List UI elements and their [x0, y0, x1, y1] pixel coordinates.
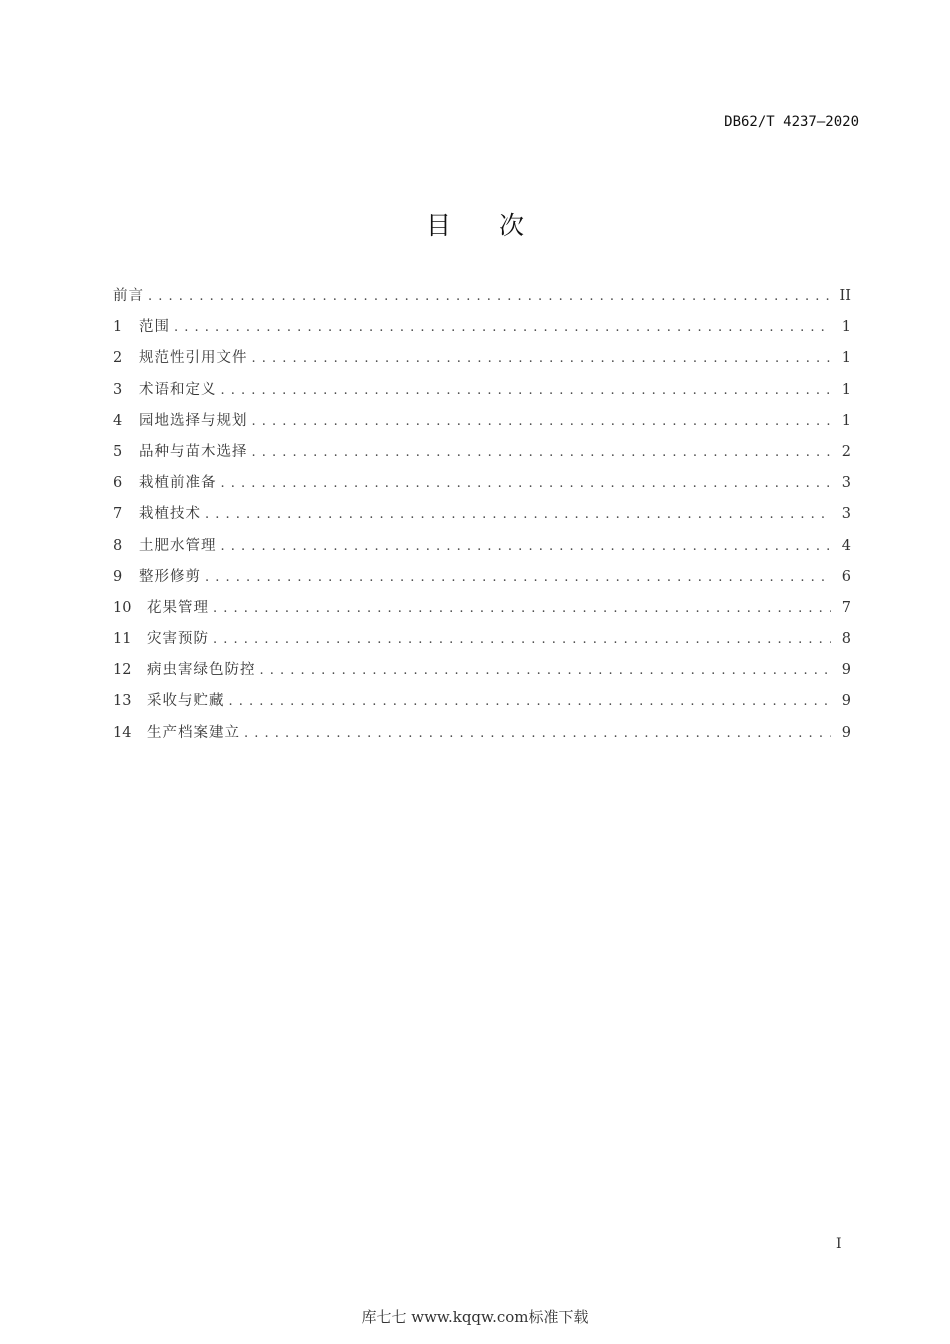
- toc-leader-dots: [252, 351, 832, 366]
- toc-page: 1: [841, 350, 851, 367]
- toc-number: 8: [113, 537, 123, 554]
- toc-leader-dots: [148, 289, 831, 304]
- title-char-2: 次: [499, 211, 525, 240]
- table-of-contents: [113, 284, 851, 752]
- toc-entry[interactable]: [113, 565, 851, 596]
- toc-leader-dots: [252, 445, 832, 460]
- toc-label: 土肥水管理: [139, 537, 217, 554]
- toc-entry[interactable]: [113, 378, 851, 409]
- toc-label: 病虫害绿色防控: [147, 662, 256, 679]
- toc-leader-dots: [260, 663, 832, 678]
- toc-number: 5: [113, 443, 123, 460]
- toc-number: 7: [113, 506, 123, 523]
- toc-leader-dots: [229, 694, 832, 709]
- toc-label: 栽植技术: [139, 506, 201, 523]
- toc-label: 花果管理: [147, 599, 209, 616]
- page-title: [0, 206, 950, 242]
- toc-entry[interactable]: [113, 721, 851, 752]
- toc-leader-dots: [244, 726, 831, 741]
- page-number: I: [836, 1236, 842, 1252]
- toc-page: 9: [841, 693, 851, 710]
- toc-label: 栽植前准备: [139, 475, 217, 492]
- toc-number: 10: [113, 599, 132, 616]
- toc-page: 9: [841, 724, 851, 741]
- toc-page: II: [839, 288, 851, 304]
- toc-number: 6: [113, 475, 123, 492]
- toc-leader-dots: [213, 601, 831, 616]
- toc-number: 2: [113, 350, 123, 367]
- toc-page: 4: [841, 537, 851, 554]
- toc-leader-dots: [221, 383, 832, 398]
- toc-leader-dots: [174, 320, 831, 335]
- toc-page: 9: [841, 662, 851, 679]
- toc-label: 灾害预防: [147, 631, 209, 648]
- toc-number: 13: [113, 693, 132, 710]
- toc-label: 范围: [139, 319, 170, 336]
- toc-number: 12: [113, 662, 132, 679]
- toc-label: 品种与苗木选择: [139, 443, 248, 460]
- toc-leader-dots: [213, 632, 831, 647]
- toc-label: 园地选择与规划: [139, 412, 248, 429]
- toc-entry[interactable]: [113, 658, 851, 689]
- toc-entry[interactable]: [113, 502, 851, 533]
- toc-label: 整形修剪: [139, 568, 201, 585]
- toc-leader-dots: [221, 476, 832, 491]
- toc-entry[interactable]: [113, 596, 851, 627]
- toc-page: 1: [841, 319, 851, 336]
- toc-label: 术语和定义: [139, 381, 217, 398]
- toc-entry[interactable]: [113, 627, 851, 658]
- toc-leader-dots: [221, 539, 832, 554]
- toc-page: 1: [841, 412, 851, 429]
- toc-number: 11: [113, 631, 132, 648]
- toc-label: 前言: [113, 288, 144, 304]
- toc-page: 3: [841, 475, 851, 492]
- toc-number: 9: [113, 568, 123, 585]
- toc-number: 3: [113, 381, 123, 398]
- toc-page: 1: [841, 381, 851, 398]
- toc-leader-dots: [252, 414, 832, 429]
- toc-label: 生产档案建立: [147, 724, 240, 741]
- standard-code: DB62/T 4237—2020: [724, 114, 859, 130]
- toc-number: 1: [113, 319, 123, 336]
- toc-page: 7: [841, 599, 851, 616]
- toc-page: 6: [841, 568, 851, 585]
- watermark-text: 库七七 www.kqqw.com标准下载: [361, 1308, 589, 1326]
- toc-leader-dots: [205, 570, 831, 585]
- toc-entry[interactable]: [113, 689, 851, 720]
- toc-entry[interactable]: [113, 534, 851, 565]
- toc-label: 规范性引用文件: [139, 350, 248, 367]
- toc-entry[interactable]: [113, 346, 851, 377]
- toc-entry[interactable]: [113, 409, 851, 440]
- toc-leader-dots: [205, 507, 831, 522]
- toc-page: 2: [841, 443, 851, 460]
- toc-entry[interactable]: [113, 471, 851, 502]
- toc-entry[interactable]: [113, 440, 851, 471]
- toc-label: 采收与贮藏: [147, 693, 225, 710]
- toc-number: 14: [113, 724, 132, 741]
- toc-page: 8: [841, 631, 851, 648]
- toc-entry-foreword[interactable]: [113, 284, 851, 315]
- toc-entry[interactable]: [113, 315, 851, 346]
- toc-page: 3: [841, 506, 851, 523]
- toc-number: 4: [113, 412, 123, 429]
- title-char-1: 目: [425, 211, 451, 240]
